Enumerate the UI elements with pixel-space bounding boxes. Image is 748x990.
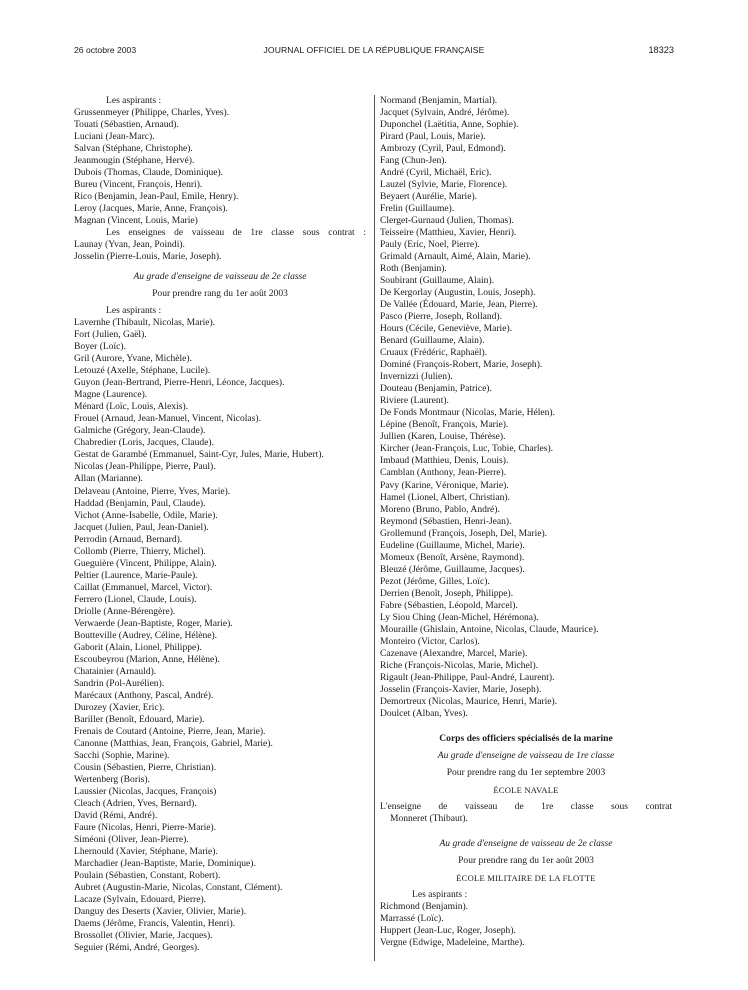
list-item: Clerget-Gurnaud (Julien, Thomas). <box>380 215 514 227</box>
list-item: Gaborit (Alain, Lionel, Philippe). <box>74 641 202 653</box>
list-item: Marchadier (Jean-Baptiste, Marie, Dominique). <box>74 857 256 869</box>
list-item: Bureu (Vincent, François, Henri). <box>74 179 203 191</box>
list-item: Invernizzi (Julien). <box>380 371 453 383</box>
list-item: Driolle (Anne-Bérengère). <box>74 605 176 617</box>
aspirants-list-c <box>74 317 366 954</box>
list-item: Fabre (Sébastien, Léopold, Marcel). <box>380 599 518 611</box>
list-item: Bariller (Benoît, Edouard, Marie). <box>74 713 205 725</box>
list-item: Lavernhe (Thibault, Nicolas, Marie). <box>74 317 216 329</box>
list-item: De Vallée (Édouard, Marie, Jean, Pierre). <box>380 299 538 311</box>
grade-heading-2: Au grade d'enseigne de vaisseau de 2e classe <box>439 837 613 849</box>
list-item: Grimald (Arnault, Aimé, Alain, Marie). <box>380 251 531 263</box>
grade-heading-1: Au grade d'enseigne de vaisseau de 1re classe <box>437 749 615 761</box>
list-item: Monteiro (Victor, Carlos). <box>380 635 480 647</box>
list-item: Huppert (Jean-Luc, Roger, Joseph). <box>380 925 516 936</box>
list-item: Perrodin (Arnaud, Bernard). <box>74 533 183 545</box>
list-item: Marécaux (Anthony, Pascal, André). <box>74 689 214 701</box>
list-item: Danguy des Deserts (Xavier, Olivier, Marie). <box>74 906 247 918</box>
list-item: Pezot (Jérôme, Gilles, Loïc). <box>380 575 490 587</box>
list-item: Grollemund (François, Joseph, Del, Marie). <box>380 527 548 539</box>
list-item: Collomb (Pierre, Thierry, Michel). <box>74 545 206 557</box>
list-item: Riviere (Laurent). <box>380 395 449 407</box>
rank-date-2: Pour prendre rang du 1er août 2003 <box>458 854 594 866</box>
corps-heading: Corps des officiers spécialisés de la marine <box>439 732 613 744</box>
list-item: Ménard (Loïc, Louis, Alexis). <box>74 401 189 413</box>
list-item: Dominé (François-Robert, Marie, Joseph). <box>380 359 543 371</box>
list-item: Beyaert (Aurélie, Marie). <box>380 191 478 203</box>
list-item: Daems (Jérôme, Francis, Valentin, Henri). <box>74 918 236 930</box>
list-item: Nicolas (Jean-Philippe, Pierre, Paul). <box>74 461 216 473</box>
list-item: Frouel (Arnaud, Jean-Manuel, Vincent, Nicolas). <box>74 413 261 425</box>
list-item: Boutteville (Audrey, Céline, Hélène). <box>74 629 218 641</box>
list-item: Teisseire (Matthieu, Xavier, Henri). <box>380 227 517 239</box>
list-item: Imbaud (Matthieu, Denis, Louis). <box>380 455 509 467</box>
aspirants-intro-2: Les aspirants : <box>106 305 162 317</box>
aspirants-list-d <box>380 95 672 720</box>
list-item: Leroy (Jacques, Marie, Anne, François). <box>74 203 228 215</box>
list-item: Verwaerde (Jean-Baptiste, Roger, Marie). <box>74 617 233 629</box>
list-item: Doulcet (Alban, Yves). <box>380 707 468 719</box>
aspirants-intro: Les aspirants : <box>106 95 162 106</box>
list-item: Moreno (Bruno, Pablo, André). <box>380 503 500 515</box>
list-item: Gestat de Garambé (Emmanuel, Saint-Cyr, Jules, Marie, Hubert). <box>74 449 324 461</box>
list-item: Reymond (Sébastien, Henri-Jean). <box>380 515 512 527</box>
list-item: Hamel (Lionel, Albert, Christian). <box>380 491 510 503</box>
list-item: Allan (Marianne). <box>74 473 143 485</box>
list-item: Frelin (Guillaume). <box>380 203 455 215</box>
list-item: Wertenberg (Boris). <box>74 773 150 785</box>
list-item: Pavy (Karine, Véronique, Marie). <box>380 479 509 491</box>
list-item: Frenais de Coutard (Antoine, Pierre, Jean, Marie). <box>74 725 266 737</box>
list-item: Vergne (Edwige, Madeleine, Marthe). <box>380 937 525 949</box>
list-item: Lépine (Benoît, François, Marie). <box>380 419 509 431</box>
list-item: Hours (Cécile, Geneviève, Marie). <box>380 323 513 335</box>
list-item: Eudeline (Guillaume, Michel, Marie). <box>380 539 525 551</box>
list-item: Magne (Laurence). <box>74 389 148 401</box>
list-item: De Kergorlay (Augustin, Louis, Joseph). <box>380 287 536 299</box>
list-item: Mouraille (Ghislain, Antoine, Nicolas, Claude, Maurice). <box>380 623 599 635</box>
list-item: Marrassé (Loïc). <box>380 912 444 924</box>
list-item: Cruaux (Frédéric, Raphaël). <box>380 347 488 359</box>
list-item: Normand (Benjamin, Martial). <box>380 95 498 106</box>
list-item: Jacquet (Sylvain, André, Jérôme). <box>380 107 510 119</box>
list-item: Jeanmougin (Stéphane, Hervé). <box>74 155 195 167</box>
list-item: Grussenmeyer (Philippe, Charles, Yves). <box>74 107 230 119</box>
list-item: Fang (Chun-Jen). <box>380 155 447 167</box>
list-item: Cazenave (Alexandre, Marcel, Marie). <box>380 647 528 659</box>
list-item: Josselin (Pierre-Louis, Marie, Joseph). <box>74 251 222 263</box>
list-item: Salvan (Stéphane, Christophe). <box>74 143 193 155</box>
list-item: Jullien (Karen, Louise, Thérèse). <box>380 431 506 443</box>
right-column <box>380 95 672 949</box>
list-item: Camblan (Anthony, Jean-Pierre). <box>380 467 507 479</box>
column-divider <box>374 95 375 961</box>
list-item: Canonne (Matthias, Jean, François, Gabriel, Marie). <box>74 737 273 749</box>
school-heading-1: ÉCOLE NAVALE <box>493 784 559 795</box>
list-item: Rico (Benjamin, Jean-Paul, Emile, Henry). <box>74 191 239 203</box>
list-item: Caillat (Emmanuel, Marcel, Victor). <box>74 581 213 593</box>
list-item: Haddad (Benjamin, Paul, Claude). <box>74 497 206 509</box>
list-item: Gril (Aurore, Yvane, Michèle). <box>74 353 192 365</box>
list-item: Lacaze (Sylvain, Edouard, Pierre). <box>74 894 207 906</box>
list-item: Galmiche (Grégory, Jean-Claude). <box>74 425 206 437</box>
journal-title: JOURNAL OFFICIEL DE LA RÉPUBLIQUE FRANÇAISE <box>263 45 485 55</box>
list-item: Sandrin (Pol-Aurélien). <box>74 677 165 689</box>
list-item: Luciani (Jean-Marc). <box>74 131 155 143</box>
list-item: Soubirant (Guillaume, Alain). <box>380 275 495 287</box>
list-item: Ambrozy (Cyril, Paul, Edmond). <box>380 143 506 155</box>
list-item: Pirard (Paul, Louis, Marie). <box>380 131 486 143</box>
list-item: Faure (Nicolas, Henri, Pierre-Marie). <box>74 821 217 833</box>
list-item: Benard (Guillaume, Alain). <box>380 335 485 347</box>
page-number: 18323 <box>648 45 674 55</box>
list-item: Delaveau (Antoine, Pierre, Yves, Marie). <box>74 485 231 497</box>
school-heading-2: ÉCOLE MILITAIRE DE LA FLOTTE <box>456 872 596 883</box>
list-item: Fort (Julien, Gaël). <box>74 329 147 341</box>
list-item: Vichot (Anne-Isabelle, Odile, Marie). <box>74 509 218 521</box>
enseignes-list <box>74 239 366 263</box>
list-item: Bleuzé (Jérôme, Guillaume, Jacques). <box>380 563 525 575</box>
list-item: Guyon (Jean-Bertrand, Pierre-Henri, Léonce, Jacques). <box>74 377 285 389</box>
rank-date-1: Pour prendre rang du 1er septembre 2003 <box>446 766 606 778</box>
list-item: Lauzel (Sylvie, Marie, Florence). <box>380 179 508 191</box>
rank-date: Pour prendre rang du 1er août 2003 <box>152 288 288 300</box>
aspirants-intro-3: Les aspirants : <box>412 888 468 900</box>
list-item: Douteau (Benjamin, Patrice). <box>380 383 492 395</box>
list-item: Laussier (Nicolas, Jacques, François) <box>74 785 217 797</box>
list-item: Lhernould (Xavier, Stéphane, Marie). <box>74 845 218 857</box>
list-item: Chatainier (Arnauld). <box>74 665 157 677</box>
list-item: Josselin (François-Xavier, Marie, Joseph). <box>380 683 542 695</box>
list-item: Launay (Yvan, Jean, Poindi). <box>74 239 185 251</box>
list-item: André (Cyril, Michaël, Eric). <box>380 167 492 179</box>
list-item: Duponchel (Laëtitia, Anne, Sophie). <box>380 119 519 131</box>
list-item: Pauly (Eric, Noel, Pierre). <box>380 239 480 251</box>
list-item: Roth (Benjamin). <box>380 263 447 275</box>
list-item: Brossollet (Olivier, Marie, Jacques). <box>74 930 213 942</box>
list-item: Dubois (Thomas, Claude, Dominique). <box>74 167 224 179</box>
list-item: De Fonds Montmaur (Nicolas, Marie, Hélen). <box>380 407 555 419</box>
list-item: Durozey (Xavier, Eric). <box>74 701 165 713</box>
list-item: Siméoni (Oliver, Jean-Pierre). <box>74 833 189 845</box>
list-item: Pasco (Pierre, Joseph, Rolland). <box>380 311 502 323</box>
list-item: Rigault (Jean-Philippe, Paul-André, Laurent). <box>380 671 555 683</box>
list-item: Ferrero (Lionel, Claude, Louis). <box>74 593 197 605</box>
list-item: Riche (François-Nicolas, Marie, Michel). <box>380 659 539 671</box>
aspirants-list-a <box>74 107 366 227</box>
left-column <box>74 95 366 954</box>
list-item: Gueguière (Vincent, Philippe, Alain). <box>74 557 217 569</box>
list-item: Chabredier (Loris, Jacques, Claude). <box>74 437 214 449</box>
contract-name: Monneret (Thibaut). <box>390 812 468 824</box>
header-date: 26 octobre 2003 <box>74 45 137 55</box>
list-item: Cleach (Adrien, Yves, Bernard). <box>74 797 197 809</box>
list-item: Momeux (Benoît, Arsène, Raymond). <box>380 551 525 563</box>
list-item: Magnan (Vincent, Louis, Marie) <box>74 215 198 227</box>
list-item: Seguier (Rémi, André, Georges). <box>74 942 200 954</box>
list-item: Sacchi (Sophie, Marine). <box>74 749 170 761</box>
enseignes-intro: Les enseignes de vaisseau de 1re classe sous contrat : <box>106 227 366 239</box>
grade-heading: Au grade d'enseigne de vaisseau de 2e classe <box>133 271 307 283</box>
list-item: Cousin (Sébastien, Pierre, Christian). <box>74 761 217 773</box>
list-item: Richmond (Benjamin). <box>380 900 469 912</box>
list-item: Aubret (Augustin-Marie, Nicolas, Constant, Clément). <box>74 882 283 894</box>
page-header <box>74 45 674 59</box>
aspirants-list-e <box>380 901 672 949</box>
list-item: Demortreux (Nicolas, Maurice, Henri, Marie). <box>380 695 558 707</box>
list-item: Jacquet (Julien, Paul, Jean-Daniel). <box>74 521 209 533</box>
list-item: Boyer (Loïc). <box>74 341 126 353</box>
list-item: Poulain (Sébastien, Constant, Robert). <box>74 870 221 881</box>
list-item: Peltier (Laurence, Marie-Paule). <box>74 569 198 581</box>
list-item: Escoubeyrou (Marion, Anne, Hélène). <box>74 653 220 665</box>
list-item: Touati (Sébastien, Arnaud). <box>74 119 179 131</box>
list-item: Kircher (Jean-François, Luc, Tobie, Charles). <box>380 443 554 455</box>
list-item: David (Rémi, André). <box>74 809 158 821</box>
list-item: Ly Siou Ching (Jean-Michel, Hérémona). <box>380 611 539 623</box>
contract-line: L'enseigne de vaisseau de 1re classe sous contrat <box>380 800 672 812</box>
list-item: Letouzé (Axelle, Stéphane, Lucile). <box>74 365 211 377</box>
list-item: Derrien (Benoît, Joseph, Philippe). <box>380 587 514 599</box>
